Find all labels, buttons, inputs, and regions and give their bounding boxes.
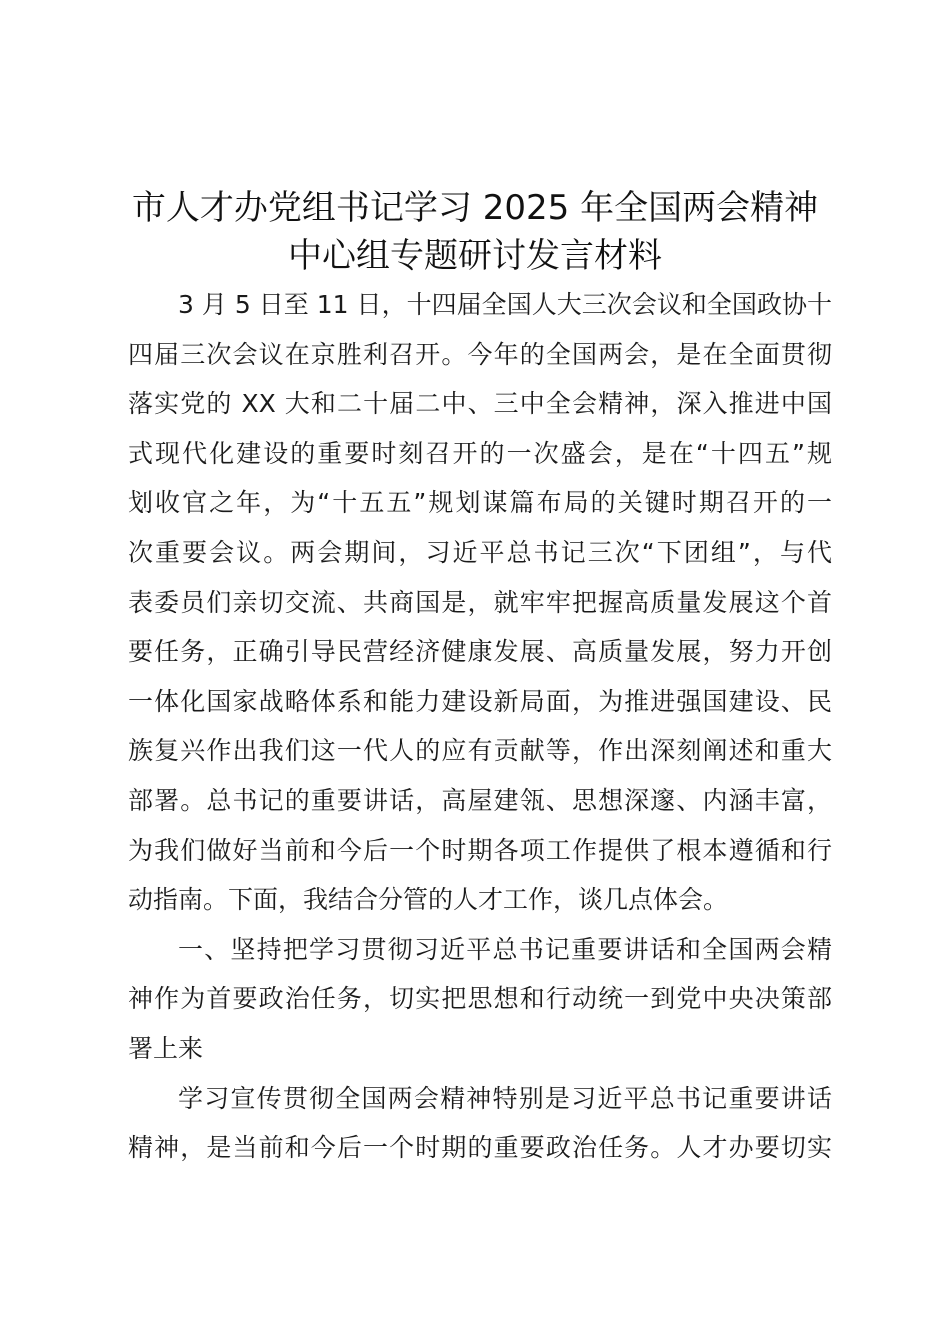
paragraph-line: 精神，是当前和今后一个时期的重要政治任务。人才办要切实 bbox=[128, 1133, 832, 1163]
paragraph-line: 一体化国家战略体系和能力建设新局面，为推进强国建设、民 bbox=[128, 686, 832, 716]
paragraph-line: 表委员们亲切交流、共商国是，就牢牢把握高质量发展这个首 bbox=[128, 587, 832, 617]
paragraph-line: 式现代化建设的重要时刻召开的一次盛会，是在“十四五”规 bbox=[128, 438, 832, 468]
paragraph-line: 学习宣传贯彻全国两会精神特别是习近平总书记重要讲话 bbox=[178, 1083, 832, 1113]
paragraph-line: 四届三次会议在京胜利召开。今年的全国两会，是在全面贯彻 bbox=[128, 339, 832, 369]
paragraph-line: 落实党的 XX 大和二十届二中、三中全会精神，深入推进中国 bbox=[128, 389, 832, 419]
document-title-line-1: 市人才办党组书记学习 2025 年全国两会精神 bbox=[131, 188, 819, 228]
paragraph-line: 部署。总书记的重要讲话，高屋建瓴、思想深邃、内涵丰富， bbox=[128, 785, 832, 815]
paragraph-line: 3 月 5 日至 11 日，十四届全国人大三次会议和全国政协十 bbox=[178, 290, 832, 319]
section-heading-line: 一、坚持把学习贯彻习近平总书记重要讲话和全国两会精 bbox=[178, 934, 832, 964]
paragraph-line: 次重要会议。两会期间，习近平总书记三次“下团组”，与代 bbox=[128, 537, 832, 567]
paragraph-line: 划收官之年，为“十五五”规划谋篇布局的关键时期召开的一 bbox=[128, 488, 832, 518]
paragraph-line: 为我们做好当前和今后一个时期各项工作提供了根本遵循和行 bbox=[128, 835, 832, 865]
paragraph-line: 要任务，正确引导民营经济健康发展、高质量发展，努力开创 bbox=[128, 637, 832, 667]
document-title-line-2: 中心组专题研讨发言材料 bbox=[288, 236, 662, 276]
section-heading-line: 署上来 bbox=[128, 1033, 204, 1063]
paragraph-line: 动指南。下面，我结合分管的人才工作，谈几点体会。 bbox=[128, 885, 729, 915]
paragraph-line: 族复兴作出我们这一代人的应有贡献等，作出深刻阐述和重大 bbox=[128, 736, 832, 766]
section-heading-line: 神作为首要政治任务，切实把思想和行动统一到党中央决策部 bbox=[128, 984, 832, 1014]
document-body bbox=[128, 280, 832, 1173]
